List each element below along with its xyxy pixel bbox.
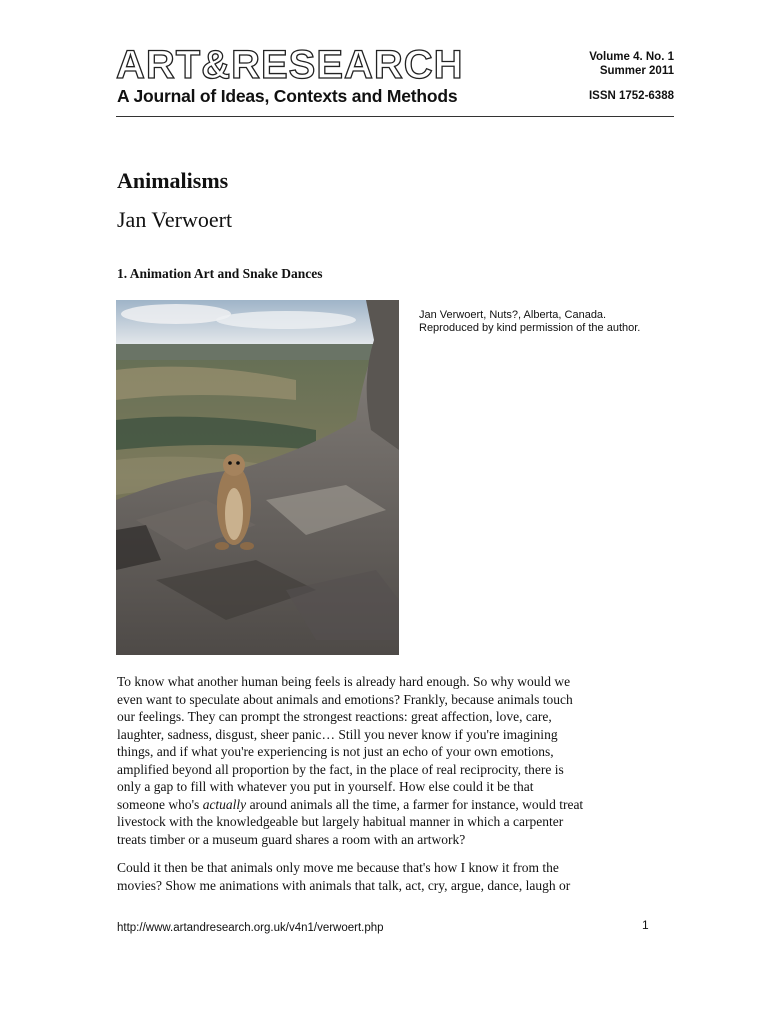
text-line: laughter, sadness, disgust, sheer panic… Still you never know if you're imagining bbox=[117, 726, 558, 742]
issue-info bbox=[589, 50, 674, 78]
figure-caption bbox=[419, 309, 679, 335]
caption-credit: Reproduced by kind permission of the author. bbox=[419, 322, 641, 334]
body-paragraph-1 bbox=[117, 673, 657, 848]
issn: ISSN 1752-6388 bbox=[588, 90, 674, 102]
masthead bbox=[116, 44, 674, 116]
text-line: things, and if what you're experiencing is not just an echo of your own emotions, bbox=[117, 744, 554, 759]
article-author: Jan Verwoert bbox=[117, 207, 233, 232]
page-number: 1 bbox=[642, 918, 649, 932]
text-line: movies? Show me animations with animals that talk, act, cry, argue, dance, laugh or bbox=[117, 877, 571, 893]
text-fragment: around animals all the time, a farmer for instance, would treat bbox=[246, 796, 584, 812]
text-line bbox=[117, 796, 657, 814]
volume-number: Volume 4. No. 1 bbox=[589, 51, 674, 63]
emphasis-word: actually bbox=[202, 796, 247, 812]
text-line: Could it then be that animals only move me because that's how I know it from the bbox=[117, 860, 559, 875]
text-line: our feelings. They can prompt the strongest reactions: great affection, love, care, bbox=[117, 709, 552, 724]
article-url-link[interactable]: http://www.artandresearch.org.uk/v4n1/verwoert.php bbox=[117, 922, 384, 934]
text-line: To know what another human being feels is already hard enough. So why would we bbox=[117, 674, 571, 689]
text-line: only a gap to fill with whatever you put in yourself. How else could it be that bbox=[117, 779, 534, 794]
ground-squirrel-photo bbox=[116, 300, 399, 655]
text-fragment: someone who's bbox=[117, 796, 203, 812]
issue-season: Summer 2011 bbox=[599, 65, 674, 77]
article-title: Animalisms bbox=[117, 168, 229, 193]
section-heading: 1. Animation Art and Snake Dances bbox=[117, 266, 323, 281]
text-line: amplified beyond all proportion by the fact, in the place of real reciprocity, there is bbox=[117, 761, 564, 777]
body-paragraph-2 bbox=[117, 859, 657, 894]
text-line: livestock with the knowledgeable but largely habitual manner in which a carpenter bbox=[117, 814, 564, 829]
journal-subtitle: A Journal of Ideas, Contexts and Methods bbox=[117, 86, 458, 106]
caption-line: Jan Verwoert, Nuts?, Alberta, Canada. bbox=[419, 309, 607, 321]
journal-logo: ART&RESEARCH bbox=[116, 43, 464, 87]
text-line: even want to speculate about animals and emotions? Frankly, because animals touch bbox=[117, 691, 573, 707]
header-divider bbox=[116, 116, 674, 117]
text-line: treats timber or a museum guard shares a room with an artwork? bbox=[117, 831, 466, 847]
